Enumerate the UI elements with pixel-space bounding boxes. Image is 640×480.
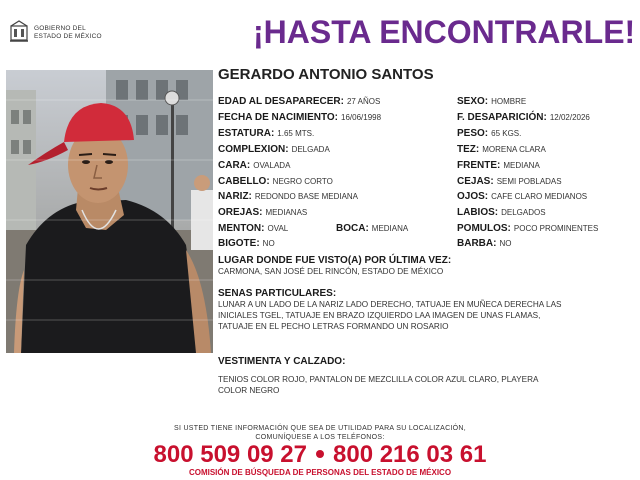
field-mustache: BIGOTE: NO: [218, 238, 275, 249]
clothing-text: [218, 374, 538, 396]
person-name: GERARDO ANTONIO SANTOS: [218, 66, 434, 83]
field-lips: LABIOS: DELGADOS: [457, 207, 546, 218]
headline: ¡HASTA ENCONTRARLE!: [253, 14, 636, 50]
clothing-title: VESTIMENTA Y CALZADO:: [218, 356, 346, 367]
phone-number-1[interactable]: 800 509 09 27: [153, 441, 307, 468]
missing-person-photo: [6, 70, 213, 353]
clothing-line-2: COLOR NEGRO: [218, 386, 280, 395]
field-weight: PESO: 65 KGS.: [457, 128, 522, 139]
last-seen-text: CARMONA, SAN JOSÉ DEL RINCÓN, ESTADO DE MÉXICO: [218, 267, 444, 276]
phone-number-2[interactable]: 800 216 03 61: [333, 441, 487, 468]
logo-line-2: ESTADO DE MÉXICO: [34, 33, 102, 40]
field-nose: NARIZ: REDONDO BASE MEDIANA: [218, 191, 359, 202]
field-age: EDAD AL DESAPARECER: 27 AÑOS: [218, 96, 381, 107]
government-logo: [8, 20, 118, 50]
logo-line-1: GOBIERNO DEL: [34, 25, 86, 32]
particular-line-1: LUNAR A UN LADO DE LA NARIZ LADO DERECHO, TATUAJE EN MUÑECA DERECHA LAS: [218, 300, 562, 309]
field-height: ESTATURA: 1.65 MTS.: [218, 128, 315, 139]
particular-marks-title: SENAS PARTICULARES:: [218, 288, 337, 299]
last-seen-title: LUGAR DONDE FUE VISTO(A) POR ÚLTIMA VEZ:: [218, 255, 452, 266]
field-mouth: BOCA: MEDIANA: [336, 223, 409, 234]
commission-name: COMISIÓN DE BÚSQUEDA DE PERSONAS DEL ESTADO DE MÉXICO: [188, 468, 452, 477]
clothing-line-1: TENIOS COLOR ROJO, PANTALON DE MEZCLILLA COLOR AZUL CLARO, PLAYERA: [218, 375, 539, 384]
phone-numbers: [0, 441, 640, 469]
field-ears: OREJAS: MEDIANAS: [218, 207, 308, 218]
state-emblem-icon: [8, 20, 30, 44]
field-eyebrows: CEJAS: SEMI POBLADAS: [457, 176, 562, 187]
particular-line-2: INICIALES TGEL, TATUAJE EN BRAZO IZQUIERDO LAA IMAGEN DE UNAS FLAMAS,: [218, 311, 541, 320]
field-cheekbones: POMULOS: POCO PROMINENTES: [457, 223, 599, 234]
contact-note-line-2: COMUNÍQUESE A LOS TELÉFONOS:: [255, 434, 385, 441]
contact-note: [0, 424, 640, 442]
particular-marks-text: [218, 299, 562, 332]
field-eyes: OJOS: CAFE CLARO MEDIANOS: [457, 191, 588, 202]
field-hair: CABELLO: NEGRO CORTO: [218, 176, 333, 187]
field-build: COMPLEXION: DELGADA: [218, 144, 330, 155]
separator-dot-icon: [316, 450, 324, 458]
field-sex: SEXO: HOMBRE: [457, 96, 527, 107]
field-disappearance-date: F. DESAPARICIÓN: 12/02/2026: [457, 112, 590, 123]
field-beard: BARBA: NO: [457, 238, 512, 249]
field-birthdate: FECHA DE NACIMIENTO: 16/06/1998: [218, 112, 382, 123]
contact-note-line-1: SI USTED TIENE INFORMACIÓN QUE SEA DE UTILIDAD PARA SU LOCALIZACIÓN,: [173, 425, 467, 432]
field-forehead: FRENTE: MEDIANA: [457, 160, 540, 171]
field-complexion: TEZ: MORENA CLARA: [457, 144, 546, 155]
particular-line-3: TATUAJE EN EL PECHO LETRAS FORMANDO UN ROSARIO: [218, 322, 449, 331]
field-face: CARA: OVALADA: [218, 160, 291, 171]
field-chin: MENTON: OVAL: [218, 223, 289, 234]
